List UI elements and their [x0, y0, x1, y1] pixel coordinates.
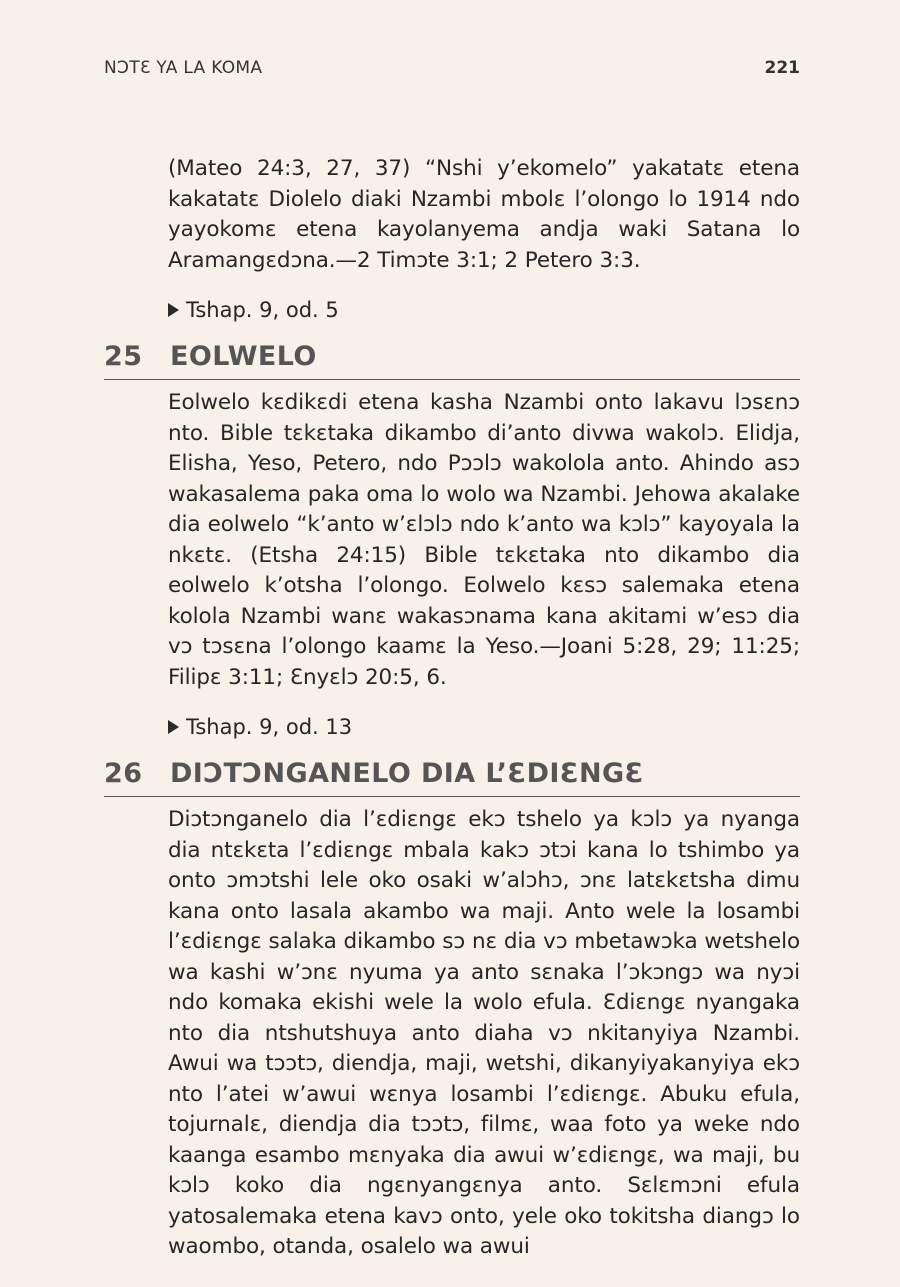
section-heading — [104, 341, 800, 380]
section-paragraph: Diɔtɔnganelo dia l’ɛdiɛngɛ ekɔ tshelo ya kɔlɔ ya nyanga dia ntɛkɛta l’ɛdiɛngɛ mbala kakɔ ɔtɔi kana lo tshimbo ya onto ɔmɔtshi lele oko osaki w’alɔhɔ, ɔnɛ latɛkɛtsha dimu kana onto lasala akambo wa maji. Anto wele la losambi l’ɛdiɛngɛ salaka dikambo sɔ nɛ dia vɔ mbetawɔka wetshelo wa kashi w’ɔnɛ nyuma ya anto sɛnaka l’ɔkɔngɔ wa nyɔi ndo komaka ekishi wele la wolo efula. Ɛdiɛngɛ nyangaka nto dia ntshutshuya anto diaha vɔ nkitanyiya Nzambi. Awui wa tɔɔtɔ, diendja, maji, wetshi, dikanyiyakanyiya ekɔ nto l’atei w’awui wɛnya losambi l’ɛdiɛngɛ. Abuku efula, tojurnalɛ, diendja dia tɔɔtɔ, filmɛ, waa foto ya weke ndo kaanga esambo mɛnyaka dia awui w’ɛdiɛngɛ, wa maji, bu kɔlɔ koko dia ngɛnyangɛnya anto. Sɛlɛmɔni efula yatosalemaka etena kavɔ onto, yele oko tokitsha diangɔ lo waombo, otanda, osalelo wa awui — [168, 807, 800, 1259]
section-heading — [104, 758, 800, 797]
intro-reference — [168, 295, 800, 325]
section-paragraph: Eolwelo kɛdikɛdi etena kasha Nzambi onto lakavu lɔsɛnɔ nto. Bible tɛkɛtaka dikambo di’anto divwa wakolɔ. Elidja, Elisha, Yeso, Petero, ndo Pɔɔlɔ wakolola anto. Ahindo asɔ wakasalema paka oma lo wolo wa Nzambi. Jehowa akalake dia eolwelo “k’anto w’ɛlɔlɔ ndo k’anto wa kɔlɔ” kayoyala la nkɛtɛ. (Etsha 24:15) Bible tɛkɛtaka nto dikambo dia eolwelo k’otsha l’olongo. Eolwelo kɛsɔ salemaka etena kolola Nzambi wanɛ wakasɔnama kana akitami w’esɔ dia vɔ tɔsɛna l’olongo kaamɛ la Yeso.—Joani 5:28, 29; 11:25; Filipɛ 3:11; Ɛnyɛlɔ 20:5, 6. — [168, 390, 800, 690]
section-reference-text: Tshap. 9, od. 13 — [186, 715, 353, 739]
intro-reference-text: Tshap. 9, od. 5 — [186, 298, 339, 322]
page-number: 221 — [764, 58, 800, 78]
section-reference — [168, 712, 800, 742]
section-number: 25 — [104, 341, 143, 372]
section-26 — [104, 758, 800, 1263]
section-25 — [104, 341, 800, 742]
section-title: DIƆTƆNGANELO DIA L’ƐDIƐNGƐ — [170, 758, 644, 789]
play-triangle-icon — [168, 720, 179, 734]
header-title: NƆTƐ YA LA KOMA — [104, 58, 263, 78]
section-title: EOLWELO — [170, 341, 317, 372]
section-number: 26 — [104, 758, 143, 789]
play-triangle-icon — [168, 303, 179, 317]
page-content — [104, 154, 800, 1263]
intro-paragraph: (Mateo 24:3, 27, 37) “Nshi y’ekomelo” yakatatɛ etena kakatatɛ Diolelo diaki Nzambi mbolɛ l’olongo lo 1914 ndo yayokomɛ etena kayolanyema andja waki Satana lo Aramangɛdɔna.—2 Timɔte 3:1; 2 Petero 3:3. — [168, 156, 800, 273]
running-header — [104, 58, 800, 86]
